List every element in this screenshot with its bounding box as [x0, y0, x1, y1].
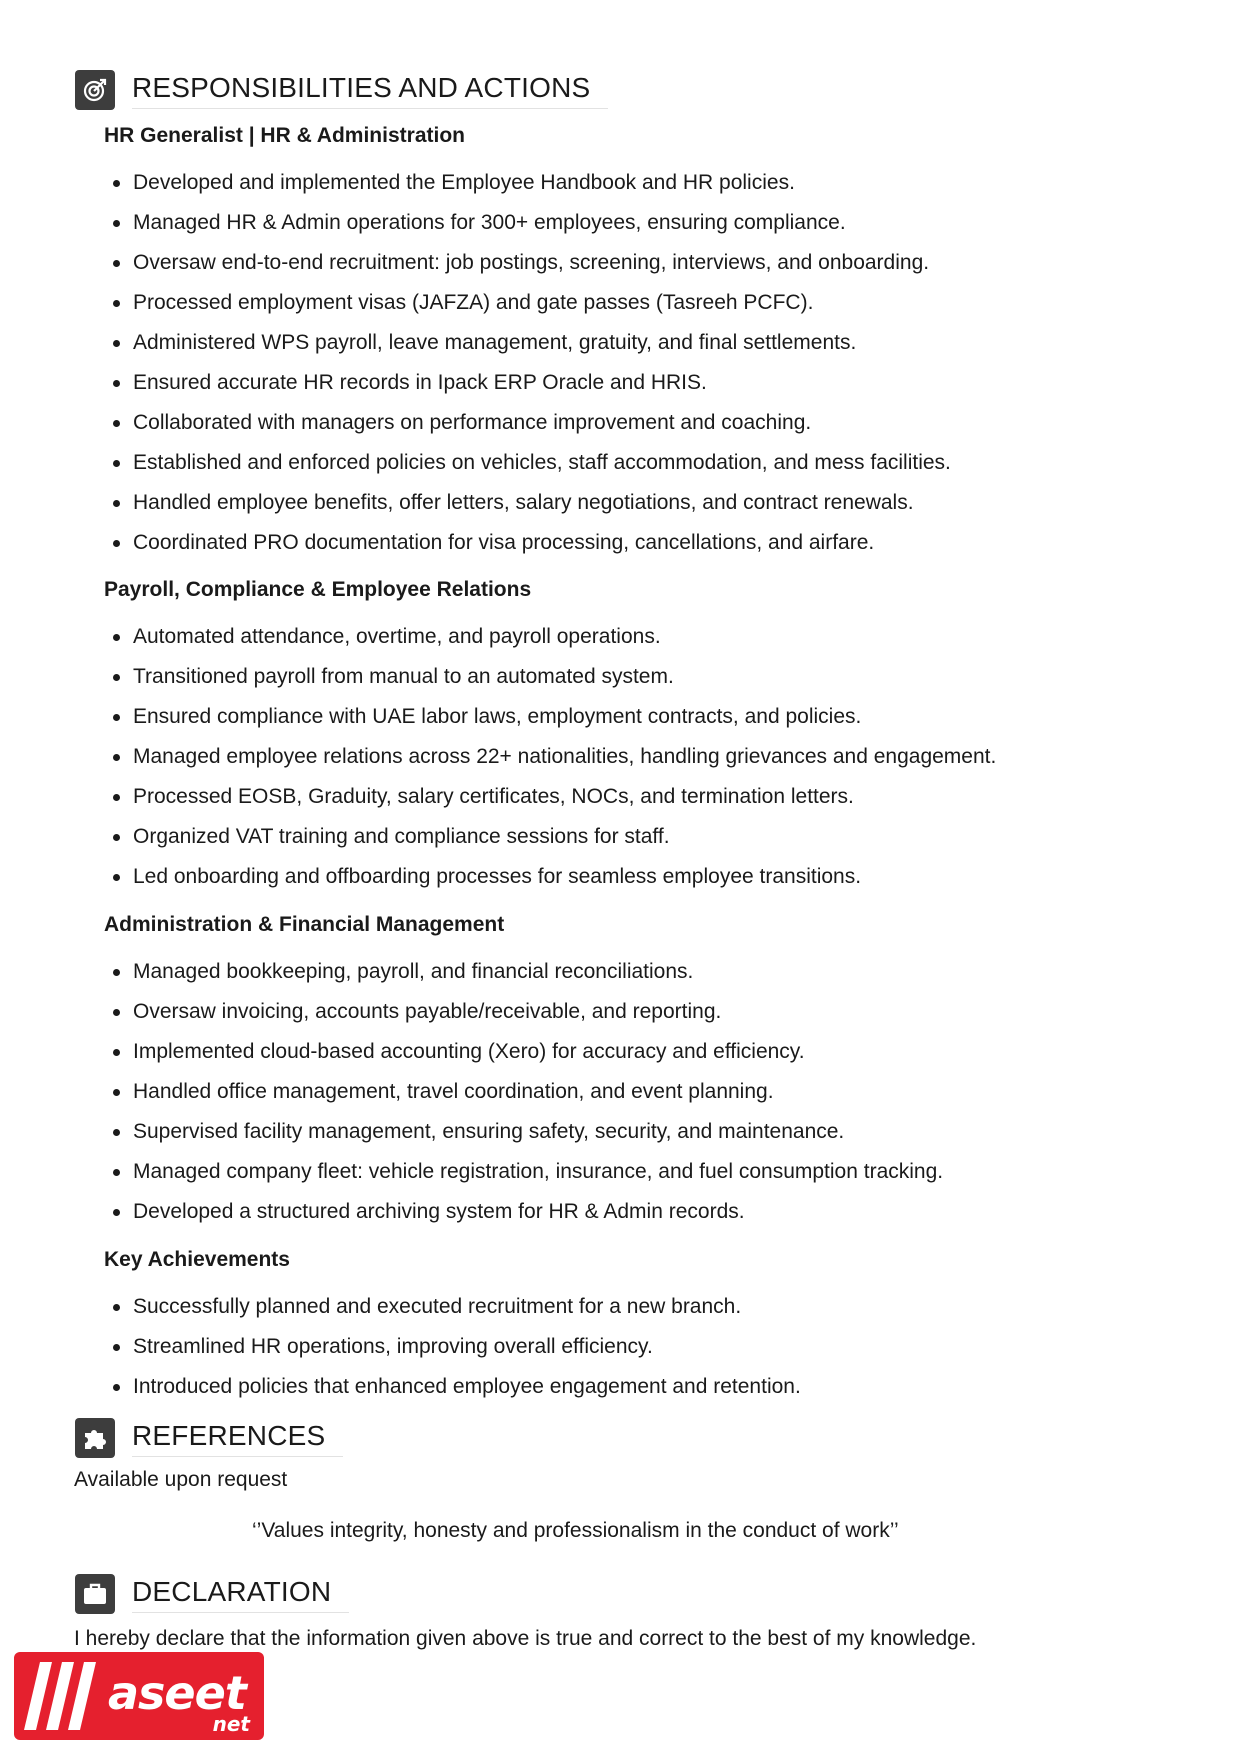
list-item: Administered WPS payroll, leave management, gratuity, and final settlements. — [112, 323, 951, 363]
target-icon — [75, 70, 115, 110]
list-item: Coordinated PRO documentation for visa processing, cancellations, and airfare. — [112, 523, 951, 563]
list-item: Developed a structured archiving system for HR & Admin records. — [112, 1192, 943, 1232]
list-item: Developed and implemented the Employee Handbook and HR policies. — [112, 163, 951, 203]
responsibilities-title: RESPONSIBILITIES AND ACTIONS — [132, 71, 608, 109]
list-item: Transitioned payroll from manual to an automated system. — [112, 657, 996, 697]
list-item: Ensured compliance with UAE labor laws, employment contracts, and policies. — [112, 697, 996, 737]
watermark-brand: aseet — [108, 1666, 246, 1720]
declaration-header — [75, 1574, 349, 1614]
list-item: Streamlined HR operations, improving overall efficiency. — [112, 1327, 801, 1367]
list-item: Handled office management, travel coordination, and event planning. — [112, 1072, 943, 1112]
list-item: Managed company fleet: vehicle registration, insurance, and fuel consumption tracking. — [112, 1152, 943, 1192]
list-item: Managed HR & Admin operations for 300+ employees, ensuring compliance. — [112, 203, 951, 243]
list-item: Established and enforced policies on vehicles, staff accommodation, and mess facilities. — [112, 443, 951, 483]
list-item: Oversaw invoicing, accounts payable/receivable, and reporting. — [112, 992, 943, 1032]
group-heading-hr-generalist: HR Generalist | HR & Administration — [104, 124, 465, 147]
logo-slashes-icon — [18, 1652, 108, 1740]
puzzle-icon — [75, 1418, 115, 1458]
list-item: Processed employment visas (JAFZA) and gate passes (Tasreeh PCFC). — [112, 283, 951, 323]
list-item: Introduced policies that enhanced employee engagement and retention. — [112, 1367, 801, 1407]
list-item: Supervised facility management, ensuring safety, security, and maintenance. — [112, 1112, 943, 1152]
quote: ‘’Values integrity, honesty and professionalism in the conduct of work’’ — [252, 1519, 899, 1542]
references-text: Available upon request — [74, 1468, 288, 1491]
references-header — [75, 1418, 343, 1458]
list-item: Led onboarding and offboarding processes for seamless employee transitions. — [112, 857, 996, 897]
responsibilities-header — [75, 70, 608, 110]
list-item: Ensured accurate HR records in Ipack ERP Oracle and HRIS. — [112, 363, 951, 403]
bullet-list-payroll — [112, 617, 996, 897]
list-item: Implemented cloud-based accounting (Xero) for accuracy and efficiency. — [112, 1032, 943, 1072]
list-item: Successfully planned and executed recruitment for a new branch. — [112, 1287, 801, 1327]
list-item: Handled employee benefits, offer letters, salary negotiations, and contract renewals. — [112, 483, 951, 523]
list-item: Oversaw end-to-end recruitment: job postings, screening, interviews, and onboarding. — [112, 243, 951, 283]
group-heading-key-achievements: Key Achievements — [104, 1248, 290, 1271]
list-item: Automated attendance, overtime, and payroll operations. — [112, 617, 996, 657]
references-title: REFERENCES — [132, 1419, 343, 1457]
list-item: Organized VAT training and compliance sessions for staff. — [112, 817, 996, 857]
bullet-list-hr-generalist — [112, 163, 951, 563]
declaration-text: I hereby declare that the information given above is true and correct to the best of my knowledge. — [74, 1627, 977, 1650]
watermark-logo — [14, 1652, 264, 1740]
list-item: Managed employee relations across 22+ nationalities, handling grievances and engagement. — [112, 737, 996, 777]
group-heading-administration: Administration & Financial Management — [104, 913, 505, 936]
watermark-suffix: net — [212, 1712, 250, 1736]
bullet-list-key-achievements — [112, 1287, 801, 1407]
declaration-title: DECLARATION — [132, 1575, 349, 1613]
briefcase-icon — [75, 1574, 115, 1614]
group-heading-payroll: Payroll, Compliance & Employee Relations — [104, 578, 532, 601]
list-item: Collaborated with managers on performance improvement and coaching. — [112, 403, 951, 443]
list-item: Managed bookkeeping, payroll, and financial reconciliations. — [112, 952, 943, 992]
bullet-list-administration — [112, 952, 943, 1232]
list-item: Processed EOSB, Graduity, salary certificates, NOCs, and termination letters. — [112, 777, 996, 817]
